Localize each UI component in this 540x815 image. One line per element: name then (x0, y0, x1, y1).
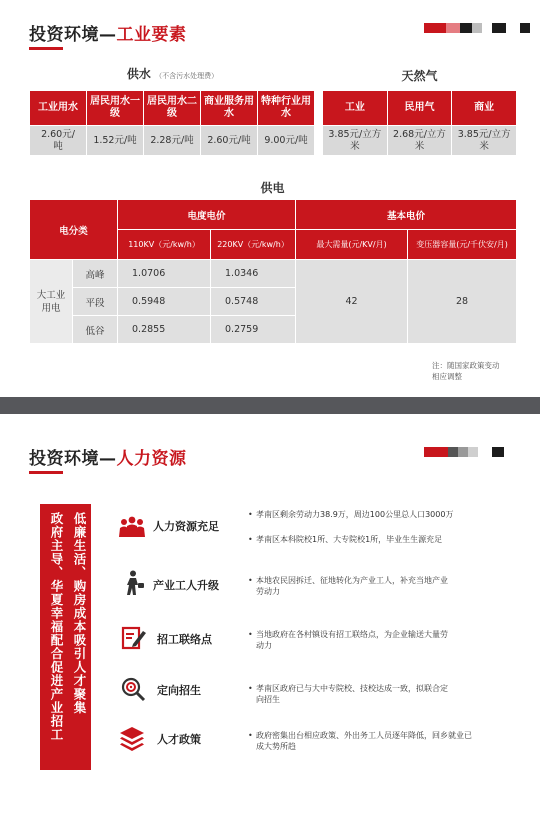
gas-value-2: 3.85元/立方米 (452, 126, 517, 156)
power-110kv-flat: 0.5948 (118, 288, 211, 316)
power-category-cell: 大工业用电 (30, 260, 73, 344)
item-label: 人力资源充足 (153, 520, 219, 533)
water-header-2: 居民用水二级 (144, 91, 201, 126)
title-decoration-blocks (424, 23, 530, 33)
section2-title-prefix: 投资环境— (29, 449, 117, 469)
section2-title (29, 444, 187, 469)
power-row (30, 260, 517, 288)
banner-line2: 政府主导、华夏幸福配合促进产业招工 (49, 512, 64, 742)
section-divider (0, 397, 540, 414)
power-subheader-transformer: 变压器容量(元/千伏安/月) (408, 230, 517, 260)
item-bullet: • 孝南区政府已与大中专院校、技校达成一致，拟联合定向招生 (248, 683, 454, 705)
vertical-banner (40, 504, 91, 770)
power-note (432, 360, 500, 382)
water-header-row (30, 91, 315, 126)
gas-heading: 天然气 (401, 69, 438, 83)
power-header-basic-price: 基本电价 (296, 200, 517, 230)
item-bullet: • 本地农民因拆迁、征地转化为产业工人，补充当地产业劳动力 (248, 575, 448, 597)
power-220kv-valley: 0.2759 (211, 316, 296, 344)
power-subheader-110kv: 110KV（元/kw/h） (118, 230, 211, 260)
power-note-line1: 注：随国家政策变动 (432, 361, 500, 370)
item-label: 定向招生 (157, 684, 201, 697)
water-value-row (30, 126, 315, 156)
power-header-energy-price: 电度电价 (118, 200, 296, 230)
water-heading (30, 65, 315, 82)
water-value-2: 2.28元/吨 (144, 126, 201, 156)
power-table (29, 199, 517, 344)
power-220kv-peak: 1.0346 (211, 260, 296, 288)
gas-value-1: 2.68元/立方米 (387, 126, 452, 156)
power-period-peak: 高峰 (73, 260, 118, 288)
item-bullet: • 政府密集出台相应政策、外出务工人员逐年降低，回乡就业已成大势所趋 (248, 730, 476, 752)
gas-value-0: 3.85元/立方米 (323, 126, 388, 156)
section2-title-highlight: 人力资源 (116, 449, 187, 469)
water-heading-text: 供水 (126, 67, 151, 81)
power-period-valley: 低谷 (73, 316, 118, 344)
gas-header-0: 工业 (323, 91, 388, 126)
water-header-3: 商业服务用水 (201, 91, 258, 126)
water-value-1: 1.52元/吨 (87, 126, 144, 156)
item-bullet: • 孝南区剩余劳动力38.9万，周边100公里总人口3000万 (248, 509, 460, 520)
water-value-3: 2.60元/吨 (201, 126, 258, 156)
item-label: 人才政策 (157, 733, 201, 746)
title-decoration-blocks (424, 447, 504, 457)
water-value-4: 9.00元/吨 (258, 126, 315, 156)
power-220kv-flat: 0.5748 (211, 288, 296, 316)
power-heading: 供电 (260, 181, 285, 195)
item-label: 产业工人升级 (153, 579, 219, 592)
gas-header-1: 民用气 (387, 91, 452, 126)
section1-title-prefix: 投资环境— (29, 25, 117, 45)
gas-header-row (323, 91, 517, 126)
section1-title (29, 20, 187, 45)
walking-worker-icon (120, 570, 148, 596)
workers-icon (118, 513, 146, 539)
water-heading-note: （不含污水处理费） (155, 72, 219, 80)
title-underline (29, 471, 63, 474)
water-header-4: 特种行业用水 (258, 91, 315, 126)
target-search-icon (120, 676, 148, 702)
power-period-flat: 平段 (73, 288, 118, 316)
water-table (29, 90, 315, 156)
power-header-category: 电分类 (30, 200, 118, 260)
item-label: 招工联络点 (157, 633, 212, 646)
gas-value-row (323, 126, 517, 156)
water-header-1: 居民用水一级 (87, 91, 144, 126)
water-value-0: 2.60元/吨 (30, 126, 87, 156)
power-subheader-220kv: 220KV（元/kw/h） (211, 230, 296, 260)
power-note-line2: 相应调整 (432, 372, 462, 381)
layers-icon (118, 725, 146, 751)
power-transformer-value: 28 (408, 260, 517, 344)
power-110kv-valley: 0.2855 (118, 316, 211, 344)
banner-line1: 低廉生活、购房成本吸引人才聚集 (72, 512, 87, 715)
item-bullet: • 当地政府在各村镇设有招工联络点，为企业输送大量劳动力 (248, 629, 448, 651)
power-110kv-peak: 1.0706 (118, 260, 211, 288)
water-header-0: 工业用水 (30, 91, 87, 126)
section1-title-highlight: 工业要素 (116, 25, 187, 45)
gas-table (322, 90, 517, 156)
power-subheader-max-demand: 最大需量(元/KV/月) (296, 230, 408, 260)
power-max-demand-value: 42 (296, 260, 408, 344)
clipboard-edit-icon (120, 625, 148, 651)
title-underline (29, 47, 63, 50)
gas-header-2: 商业 (452, 91, 517, 126)
item-bullet: • 孝南区本科院校1所、大专院校1所，毕业生生源充足 (248, 534, 460, 545)
